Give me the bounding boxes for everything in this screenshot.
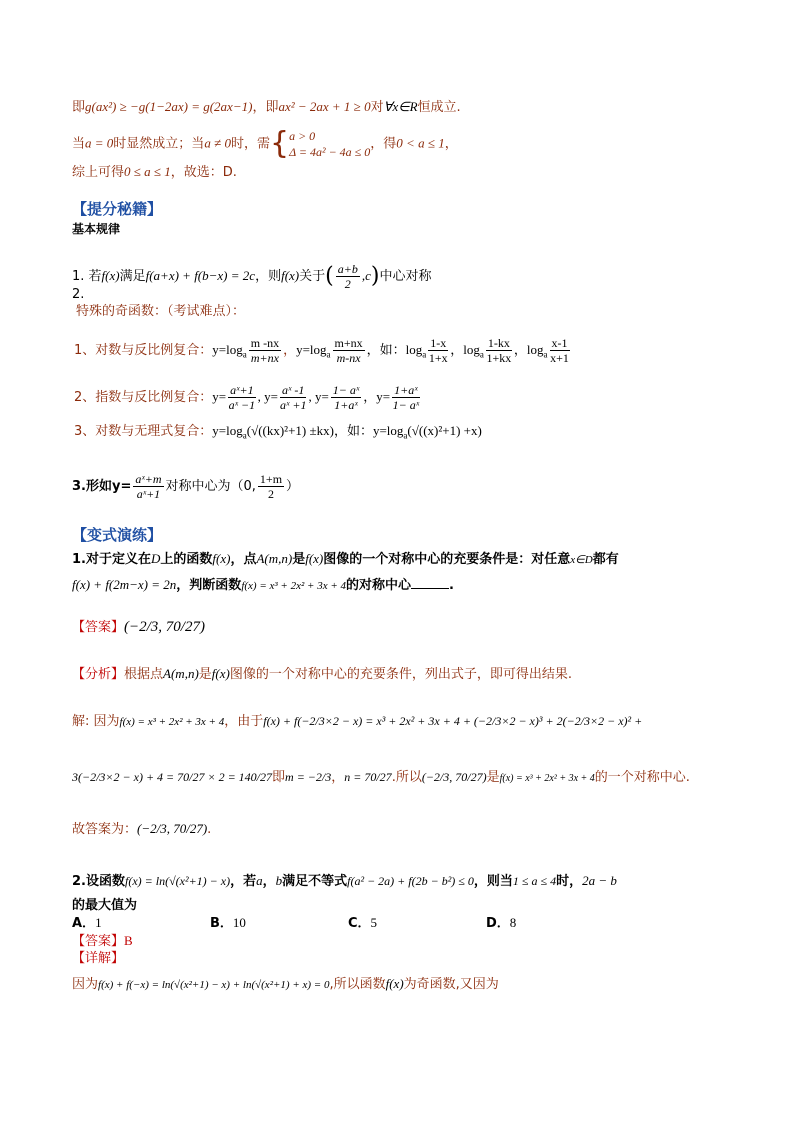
numerator: x-1 xyxy=(551,336,568,350)
denominator: 2 xyxy=(267,487,274,501)
numerator: 1+aˣ xyxy=(394,383,418,397)
text: .所以 xyxy=(391,770,422,785)
text: ，log xyxy=(450,342,480,357)
fraction xyxy=(428,336,448,365)
fraction xyxy=(336,262,360,291)
text: 时，需 xyxy=(230,136,270,152)
derivation-line-3 xyxy=(72,163,237,182)
text: 对 xyxy=(370,100,384,115)
fraction xyxy=(486,336,512,365)
math-point: A(m,n) xyxy=(256,551,293,566)
option-c[interactable] xyxy=(348,914,377,933)
math-function: f(x) = x³ + 2x² + 3x + 4 xyxy=(499,773,595,784)
rule-text: 3.形如y= xyxy=(72,479,132,494)
math-inequality: f(a² − 2a) + f(2b − b²) ≤ 0 xyxy=(347,874,474,888)
derivation-line-2 xyxy=(72,128,458,160)
example-text: ，如：y=log xyxy=(333,423,404,438)
solution-line-1 xyxy=(72,712,642,731)
math-c: ,c xyxy=(361,268,371,283)
text: 对称中心为（0, xyxy=(165,479,256,494)
math-a: a xyxy=(256,873,263,888)
text: 根据点 xyxy=(124,667,164,682)
system-row-1: a > 0 xyxy=(289,129,316,143)
question-2-line-1 xyxy=(72,872,617,891)
question-1-line-2 xyxy=(72,576,454,595)
text: ，得 xyxy=(370,136,397,152)
denominator: 1+x xyxy=(428,351,448,365)
text: ，则 xyxy=(255,269,282,284)
numerator: 1-x xyxy=(430,336,447,350)
math-m: m = −2/3 xyxy=(285,770,332,784)
numerator: aˣ -1 xyxy=(280,383,306,398)
text: ，由于 xyxy=(224,714,264,729)
math-condition: a = 0 xyxy=(85,135,114,151)
text: 是 xyxy=(486,770,500,785)
item-label: 3、对数与无理式复合： xyxy=(74,424,213,439)
denominator: m-nx xyxy=(336,351,361,365)
denominator: x+1 xyxy=(550,351,569,365)
option-letter: C． xyxy=(348,916,371,931)
text: 即 xyxy=(72,100,86,115)
text: ,所以函数 xyxy=(329,977,386,992)
math-expression: f(x) + f(−x) = ln(√(x²+1) − x) + ln(√(x²+1) + x) = 0 xyxy=(98,979,330,991)
math-expression: f(x) + f(−2/3×2 − x) = x³ + 2x² + 3x + 4 + (−2/3×2 − x)³ + 2(−2/3×2 − x)² + xyxy=(263,714,643,728)
math-fx: f(x) xyxy=(305,551,324,566)
detail-label: 【详解】 xyxy=(72,951,125,966)
text: ，故选：D. xyxy=(170,165,237,180)
math-D: D xyxy=(150,551,161,566)
detail-line-1 xyxy=(72,975,499,994)
answer-blank xyxy=(411,576,449,589)
text: 恒成立. xyxy=(417,100,461,115)
odd-function-item-3 xyxy=(74,422,482,445)
log-base: a xyxy=(242,430,247,441)
text: 1.对于定义在 xyxy=(72,552,151,567)
option-a[interactable] xyxy=(72,914,102,933)
fraction xyxy=(249,336,281,365)
denominator: 1+kx xyxy=(486,351,512,365)
text: 是 xyxy=(198,667,212,682)
text: ， xyxy=(283,343,297,358)
numerator: 1− aˣ xyxy=(332,383,360,397)
text: ，若 xyxy=(230,874,257,889)
text: 时显然成立；当 xyxy=(113,136,205,152)
text: y= xyxy=(212,389,227,404)
text: 为奇函数,又因为 xyxy=(403,977,499,992)
answer-label: 【答案】 xyxy=(72,620,125,635)
condition-system xyxy=(289,128,370,160)
text: 2.设函数 xyxy=(72,874,125,889)
numerator: a+b xyxy=(337,262,358,276)
text: ，则当 xyxy=(473,874,513,889)
text: 时， xyxy=(556,874,583,889)
math-function: f(x) = ln(√(x²+1) − x) xyxy=(124,874,231,888)
text: ，log xyxy=(513,342,544,357)
math-n: n = 70/27 xyxy=(344,770,392,784)
log-argument: (√((x)²+1) +x) xyxy=(407,423,482,438)
math-quantifier: ∀x∈R xyxy=(383,99,418,114)
answer-row-2 xyxy=(72,932,133,951)
math-inequality: g(ax²) ≥ −g(1−2ax) = g(2ax−1) xyxy=(85,99,253,114)
denominator: m+nx xyxy=(250,351,279,365)
math-point: A(m,n) xyxy=(163,666,199,681)
derivation-line-1 xyxy=(72,98,461,117)
item-label: 2、指数与反比例复合： xyxy=(74,390,213,405)
text: 因为 xyxy=(72,977,99,992)
fraction xyxy=(392,383,419,412)
final-answer-line xyxy=(72,820,211,839)
text: . xyxy=(449,578,454,593)
fraction xyxy=(280,383,306,412)
log-base: a xyxy=(422,349,427,360)
text: 关于 xyxy=(299,269,326,284)
math-b: b xyxy=(275,873,283,888)
fraction xyxy=(333,336,365,365)
fraction xyxy=(228,383,255,412)
numerator: 1+m xyxy=(259,472,283,486)
math-equation: f(x) + f(2m−x) = 2n xyxy=(72,577,177,592)
text: 综上可得 xyxy=(72,165,125,180)
text: ，判断函数 xyxy=(176,578,242,593)
math-function: f(x) = x³ + 2x² + 3x + 4 xyxy=(119,716,225,728)
special-odd-functions-title: 特殊的奇函数：（考试难点）： xyxy=(76,304,246,319)
option-letter: D． xyxy=(486,916,510,931)
log-argument: (√((kx)²+1) ±kx) xyxy=(246,423,334,438)
question-1-line-1 xyxy=(72,550,619,569)
rule-3 xyxy=(72,472,299,501)
analysis-label: 【分析】 xyxy=(72,667,125,682)
solution-line-2 xyxy=(72,768,690,788)
text: ，y= xyxy=(363,389,391,404)
denominator: aˣ +1 xyxy=(279,398,307,412)
log-base: a xyxy=(326,349,331,360)
math-fx: f(x) xyxy=(212,551,231,566)
math-expression: 3(−2/3×2 − x) + 4 = 70/27 × 2 = 140/27 xyxy=(72,770,273,784)
text: ， xyxy=(331,770,345,785)
math-membership: x∈D xyxy=(570,554,593,566)
option-value: 1 xyxy=(95,915,102,930)
fraction xyxy=(331,383,361,412)
numerator: aˣ+1 xyxy=(230,383,254,397)
answer-label: 【答案】 xyxy=(72,934,125,949)
option-value: 10 xyxy=(232,915,246,930)
text: . xyxy=(207,822,212,837)
denominator: aˣ+1 xyxy=(136,487,161,501)
log-base: a xyxy=(543,349,548,360)
text: 的一个对称中心. xyxy=(594,770,690,785)
rule-2-number: 2. xyxy=(72,287,85,302)
math-result: 0 < a ≤ 1 xyxy=(396,135,445,151)
item-label: 1、对数与反比例复合： xyxy=(74,343,213,358)
math-range: 1 ≤ a ≤ 4 xyxy=(512,874,557,888)
math-condition: a ≠ 0 xyxy=(204,135,231,151)
option-b[interactable] xyxy=(210,914,246,933)
text: , y= xyxy=(308,389,329,404)
answer-row-1 xyxy=(72,618,205,637)
option-value: 5 xyxy=(370,915,378,930)
text: ） xyxy=(286,479,300,494)
math-point: (−2/3, 70/27) xyxy=(137,821,208,836)
rule-number: 1. 若 xyxy=(72,269,102,284)
text: 是 xyxy=(292,552,306,567)
log-base: a xyxy=(403,430,408,441)
text: 故答案为： xyxy=(72,822,138,837)
math-fx: f(x) xyxy=(101,268,120,283)
text: 都有 xyxy=(592,552,619,567)
system-row-2: Δ = 4a² − 4a ≤ 0 xyxy=(289,145,371,159)
text: 图像的一个对称中心的充要条件，列出式子，即可得出结果. xyxy=(229,667,572,682)
math-target: 2a − b xyxy=(582,873,617,888)
text: 满足不等式 xyxy=(282,874,348,889)
numerator: aˣ+m xyxy=(135,472,162,486)
math-fx: f(x) xyxy=(281,268,300,283)
text: 解: 因为 xyxy=(72,714,120,729)
question-2-line-2: 的最大值为 xyxy=(72,898,138,913)
text: 满足 xyxy=(119,269,146,284)
math-fx: f(x) xyxy=(385,976,404,991)
math-equation: f(a+x) + f(b−x) = 2c xyxy=(145,268,256,283)
fraction xyxy=(258,472,284,501)
numerator: 1-kx xyxy=(487,336,510,350)
text: 即 xyxy=(272,770,286,785)
log-base: a xyxy=(242,349,247,360)
answer-value: B xyxy=(124,933,133,948)
log-base: a xyxy=(479,349,484,360)
text: ，即 xyxy=(252,100,279,115)
text: , y= xyxy=(257,389,278,404)
math-function: f(x) = x³ + 2x² + 3x + 4 xyxy=(241,580,347,592)
option-value: 8 xyxy=(509,915,517,930)
option-letter: B． xyxy=(210,916,233,931)
text: 中心对称 xyxy=(379,269,432,284)
fraction xyxy=(550,336,570,365)
subheading-basic-rules: 基本规律 xyxy=(72,222,121,236)
denominator: 1− aˣ xyxy=(392,398,420,412)
math-point: (−2/3, 70/27) xyxy=(421,770,487,784)
log-expr: y=log xyxy=(296,342,327,357)
fraction xyxy=(133,472,163,501)
option-letter: A． xyxy=(72,916,96,931)
text: ， xyxy=(262,874,276,889)
math-inequality: ax² − 2ax + 1 ≥ 0 xyxy=(278,99,371,114)
denominator: 1+aˣ xyxy=(334,398,358,412)
option-d[interactable] xyxy=(486,914,516,933)
system-brace: { xyxy=(269,126,290,161)
log-expr: y=log xyxy=(212,342,243,357)
text: ，点 xyxy=(230,552,257,567)
denominator: 2 xyxy=(344,277,351,291)
section-heading-bianshi: 【变式演练】 xyxy=(72,526,163,544)
text: ， xyxy=(444,136,458,152)
text: 的对称中心 xyxy=(346,578,412,593)
odd-function-item-2 xyxy=(74,383,422,412)
text: 图像的一个对称中心的充要条件是：对任意 xyxy=(323,552,571,567)
odd-function-item-1 xyxy=(74,336,572,365)
section-heading-tifen: 【提分秘籍】 xyxy=(72,200,163,218)
math-result: 0 ≤ a ≤ 1 xyxy=(124,164,171,179)
rule-1: 1. 若f(x)满足f(a+x) + f(b−x) = 2c，则f(x)关于( $\frac{a+b}{2}$ ,c)中心对称 xyxy=(72,262,432,291)
text: 当 xyxy=(72,136,86,152)
numerator: m+nx xyxy=(334,336,363,350)
numerator: m -nx xyxy=(250,336,280,350)
text: 上的函数 xyxy=(160,552,213,567)
log-expr: y=log xyxy=(212,423,243,438)
example-text: ，如：log xyxy=(366,342,423,357)
denominator: aˣ −1 xyxy=(228,398,256,412)
analysis-row-1 xyxy=(72,665,572,684)
answer-value: (−2/3, 70/27) xyxy=(124,619,205,635)
math-fx: f(x) xyxy=(211,666,230,681)
